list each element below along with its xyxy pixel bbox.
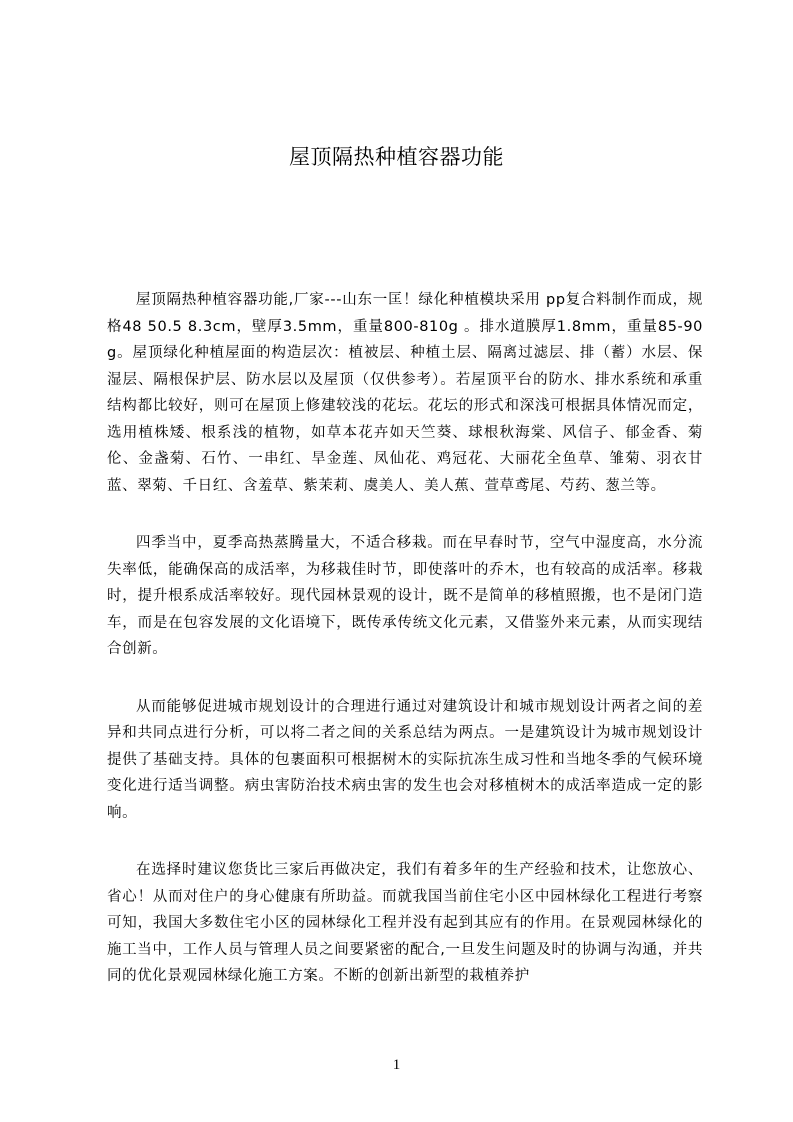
paragraph-1: 屋顶隔热种植容器功能,厂家---山东一匡！绿化种植模块采用 pp复合料制作而成，规格48 50.5 8.3cm，壁厚3.5mm，重量800-810g 。排水道膜厚1.8mm，重量85-90g。屋顶绿化种植屋面的构造层次：植被层、种植土层、隔离过滤层、排（蓄）水层、保湿层、隔根保护层、防水层以及屋顶（仅供参考）。若屋顶平台的防水、排水系统和承重结构都比较好，则可在屋顶上修建较浅的花坛。花坛的形式和深浅可根据具体情况而定，选用植株矮、根系浅的植物，如草本花卉如天竺葵、球根秋海棠、风信子、郁金香、菊伦、金盏菊、石竹、一串红、旱金莲、凤仙花、鸡冠花、大丽花全鱼草、雏菊、羽衣甘蓝、翠菊、千日红、含羞草、紫茉莉、虞美人、美人蕉、萱草鸢尾、芍药、葱兰等。 — [107, 292, 703, 494]
page-title: 屋顶隔热种植容器功能 — [289, 145, 504, 169]
body-text — [107, 287, 703, 1021]
paragraph-4: 在选择时建议您货比三家后再做决定，我们有着多年的生产经验和技术，让您放心、省心！从而对住户的身心健康有所助益。而就我国当前住宅小区中园林绿化工程进行考察可知，我国大多数住宅小区的园林绿化工程并没有起到其应有的作用。在景观园林绿化的施工当中，工作人员与管理人员之间要紧密的配合,一旦发生问题及时的协调与沟通，并共同的优化景观园林绿化施工方案。不断的创新出新型的栽植养护 — [107, 862, 703, 984]
paragraph-3: 从而能够促进城市规划设计的合理进行通过对建筑设计和城市规划设计两者之间的差异和共同点进行分析，可以将二者之间的关系总结为两点。一是建筑设计为城市规划设计提供了基础支持。具体的包裹面积可根据树木的实际抗冻生成习性和当地冬季的气候环境变化进行适当调整。病虫害防治技术病虫害的发生也会对移植树木的成活率造成一定的影响。 — [107, 698, 703, 821]
paragraph-2: 四季当中，夏季高热蒸腾量大，不适合移栽。而在早春时节，空气中湿度高，水分流失率低，能确保高的成活率，为移栽佳时节，即使落叶的乔木，也有较高的成活率。移栽时，提升根系成活率较好。现代园林景观的设计，既不是简单的移植照搬，也不是闭门造车，而是在包容发展的文化语境下，既传承传统文化元素，又借鉴外来元素，从而实现结合创新。 — [107, 535, 703, 657]
page-number: 1 — [392, 1057, 401, 1073]
